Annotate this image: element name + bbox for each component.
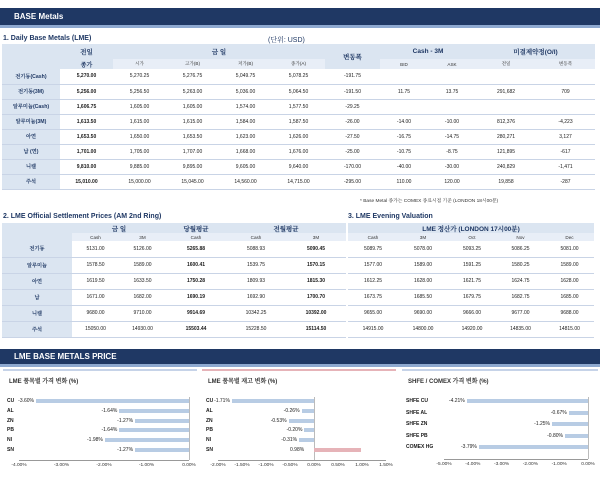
category-label: PB bbox=[206, 427, 213, 434]
cell-oi-change: -1,471 bbox=[536, 159, 595, 174]
evening-subheader-3m: 3M bbox=[398, 233, 448, 241]
chart-bar bbox=[232, 399, 314, 403]
category-label: AL bbox=[206, 407, 213, 414]
daily-subheader-high: 고가(B) bbox=[166, 59, 219, 69]
cell-oi-prev: 240,829 bbox=[476, 159, 536, 174]
cell-ask: -14.75 bbox=[428, 129, 476, 144]
cell-m3: 5078.00 bbox=[398, 241, 448, 257]
table-row bbox=[2, 84, 595, 99]
cell-low: 1,623.00 bbox=[219, 129, 272, 144]
evening-section-title: 3. LME Evening Valuation bbox=[348, 213, 433, 220]
chart-bar bbox=[299, 438, 314, 442]
cell-change: -29.25 bbox=[325, 99, 380, 114]
cell-oi-change bbox=[536, 99, 595, 114]
chart-bar bbox=[479, 445, 588, 449]
axis-line bbox=[19, 460, 189, 461]
cell-change: -191.50 bbox=[325, 84, 380, 99]
cell-change: -27.50 bbox=[325, 129, 380, 144]
cell-oi-change: 3,127 bbox=[536, 129, 595, 144]
table-row bbox=[2, 321, 346, 337]
cell-cash: 1671.00 bbox=[72, 289, 119, 305]
evening-header-title: LME 정산가 (LONDON 17시00분) bbox=[348, 223, 594, 233]
chart-bar bbox=[289, 419, 314, 423]
cell-high: 1,605.00 bbox=[166, 99, 219, 114]
cell-open: 1,615.00 bbox=[113, 114, 166, 129]
cell-oi-prev: 121,895 bbox=[476, 144, 536, 159]
daily-footnote: * Base Metal 종가는 COMEX 종료시점 기준 (LONDON 18시00분) bbox=[360, 199, 499, 204]
cell-pm-3m: 1700.70 bbox=[286, 289, 346, 305]
cell-bid: -14.00 bbox=[380, 114, 428, 129]
cell-cash: 1673.75 bbox=[348, 289, 398, 305]
table-row bbox=[2, 305, 346, 321]
cell-ma-cash: 1690.19 bbox=[166, 289, 226, 305]
daily-header-change: 변동폭 bbox=[325, 44, 380, 69]
daily-metals-table bbox=[2, 44, 595, 190]
cell-pm-cash: 10342.25 bbox=[226, 305, 286, 321]
x-tick-label: 1.00% bbox=[355, 462, 369, 468]
chart-bar bbox=[304, 428, 314, 432]
x-tick-label: -3.00% bbox=[493, 461, 510, 467]
cell-high: 5,276.75 bbox=[166, 69, 219, 84]
data-label: -1.64% bbox=[101, 407, 118, 414]
chart-title: SHFE / COMEX 가격 변화 (%) bbox=[408, 379, 489, 385]
cell-open: 1,605.00 bbox=[113, 99, 166, 114]
cell-open: 9,885.00 bbox=[113, 159, 166, 174]
category-label: SN bbox=[206, 447, 213, 453]
cell-prev-close: 1,606.75 bbox=[60, 99, 113, 114]
cell-bid: -16.75 bbox=[380, 129, 428, 144]
cell-ma-cash: 15503.44 bbox=[166, 321, 226, 337]
chart-bar bbox=[135, 448, 189, 452]
cell-ask: -10.00 bbox=[428, 114, 476, 129]
cell-oi-prev: 291,682 bbox=[476, 84, 536, 99]
data-label: -1.27% bbox=[117, 447, 134, 453]
cell-m3: 1682.00 bbox=[119, 289, 166, 305]
row-label: 알루미늄(Cash) bbox=[2, 99, 60, 114]
data-label: -1.27% bbox=[117, 417, 134, 424]
evening-subheader-nov: Nov bbox=[496, 233, 545, 241]
cell-dec: 1685.00 bbox=[545, 289, 594, 305]
chart-bar bbox=[135, 419, 189, 423]
cell-ask: 120.00 bbox=[428, 174, 476, 189]
cell-open: 15,000.00 bbox=[113, 174, 166, 189]
cell-pm-cash: 1692.90 bbox=[226, 289, 286, 305]
cell-high: 1,707.00 bbox=[166, 144, 219, 159]
daily-header-today: 금 일 bbox=[113, 44, 325, 59]
row-label: 아연 bbox=[2, 273, 72, 289]
cell-open: 1,705.00 bbox=[113, 144, 166, 159]
cell-close: 5,064.50 bbox=[272, 84, 325, 99]
category-label: SHFE AL bbox=[406, 409, 428, 416]
cell-bid: -40.00 bbox=[380, 159, 428, 174]
cell-m3: 1628.00 bbox=[398, 273, 448, 289]
cell-prev-close: 15,010.00 bbox=[60, 174, 113, 189]
x-tick-label: -2.00% bbox=[210, 462, 226, 468]
daily-subheader-bid: BID bbox=[380, 59, 428, 69]
row-label: 아연 bbox=[2, 129, 60, 144]
cell-prev-close: 5,256.00 bbox=[60, 84, 113, 99]
table-row bbox=[348, 321, 594, 337]
x-tick-label: -5.00% bbox=[436, 461, 452, 467]
cell-close: 1,626.00 bbox=[272, 129, 325, 144]
evening-subheader-oct: Oct bbox=[448, 233, 496, 241]
daily-header-prev: 전일 bbox=[60, 44, 113, 59]
data-label: -1.98% bbox=[87, 437, 103, 444]
cell-high: 5,263.00 bbox=[166, 84, 219, 99]
zero-line bbox=[588, 397, 589, 459]
settlement-header-blank bbox=[2, 223, 72, 241]
category-label: NI bbox=[7, 437, 12, 444]
table-row bbox=[2, 241, 346, 257]
cell-m3: 1633.50 bbox=[119, 273, 166, 289]
row-label: 니켈 bbox=[2, 159, 60, 174]
cell-dec: 5081.00 bbox=[545, 241, 594, 257]
lme-inventory-change-chart bbox=[202, 369, 396, 487]
row-label: 니켈 bbox=[2, 305, 72, 321]
cell-oi-change: 709 bbox=[536, 84, 595, 99]
cell-m3: 5126.00 bbox=[119, 241, 166, 257]
cell-cash: 1612.25 bbox=[348, 273, 398, 289]
x-tick-label: -4.00% bbox=[465, 461, 481, 467]
zero-line bbox=[189, 397, 190, 460]
chart-title: LME 품목별 가격 변화 (%) bbox=[9, 379, 79, 385]
shfe-comex-price-change-chart bbox=[402, 369, 598, 487]
lme-price-change-chart bbox=[3, 369, 197, 487]
cell-prev-close: 5,270.00 bbox=[60, 69, 113, 84]
table-row bbox=[348, 289, 594, 305]
cell-low: 5,036.00 bbox=[219, 84, 272, 99]
cell-pm-cash: 1539.75 bbox=[226, 257, 286, 273]
chart-title: LME 품목별 재고 변화 (%) bbox=[208, 379, 278, 385]
daily-header-blank bbox=[2, 44, 60, 69]
category-label: SHFE CU bbox=[406, 398, 428, 404]
settlement-subheader-ma-cash: Cash bbox=[166, 233, 226, 241]
data-label: -0.67% bbox=[550, 409, 567, 416]
cell-cash: 5089.75 bbox=[348, 241, 398, 257]
cell-m3: 1589.00 bbox=[119, 257, 166, 273]
data-label: 0.98% bbox=[290, 447, 305, 453]
cell-nov: 5086.25 bbox=[496, 241, 545, 257]
cell-oct: 9666.00 bbox=[448, 305, 496, 321]
cell-oi-prev bbox=[476, 69, 536, 84]
table-row bbox=[2, 174, 595, 189]
chart-bar bbox=[36, 399, 189, 403]
settlement-subheader-3m: 3M bbox=[119, 233, 166, 241]
cell-nov: 9677.00 bbox=[496, 305, 545, 321]
table-row bbox=[2, 289, 346, 305]
x-tick-label: 0.00% bbox=[307, 462, 321, 468]
cell-oi-prev: 812,376 bbox=[476, 114, 536, 129]
table-row bbox=[2, 273, 346, 289]
cell-bid bbox=[380, 69, 428, 84]
cell-nov: 1682.75 bbox=[496, 289, 545, 305]
cell-oi-change: -4,223 bbox=[536, 114, 595, 129]
cell-oi-change: -287 bbox=[536, 174, 595, 189]
cell-pm-cash: 5088.93 bbox=[226, 241, 286, 257]
chart-bar bbox=[105, 438, 189, 442]
cell-change: -295.00 bbox=[325, 174, 380, 189]
settlement-header-today: 금 일 bbox=[72, 223, 166, 233]
cell-m3: 14800.00 bbox=[398, 321, 448, 337]
cell-change: -170.00 bbox=[325, 159, 380, 174]
daily-subheader-ask: ASK bbox=[428, 59, 476, 69]
cell-pm-3m: 1815.30 bbox=[286, 273, 346, 289]
cell-oi-prev bbox=[476, 99, 536, 114]
cell-high: 1,615.00 bbox=[166, 114, 219, 129]
cell-ma-cash: 5265.88 bbox=[166, 241, 226, 257]
cell-cash: 1578.50 bbox=[72, 257, 119, 273]
row-label: 전기동(3M) bbox=[2, 84, 60, 99]
cell-prev-close: 1,653.50 bbox=[60, 129, 113, 144]
x-tick-label: -2.00% bbox=[96, 462, 112, 468]
data-label: -1.64% bbox=[101, 427, 118, 434]
cell-ask: -30.00 bbox=[428, 159, 476, 174]
data-label: -0.80% bbox=[547, 432, 563, 439]
category-label: SN bbox=[7, 447, 14, 453]
cell-cash: 5131.00 bbox=[72, 241, 119, 257]
chart-bar bbox=[552, 422, 588, 426]
cell-change: -191.75 bbox=[325, 69, 380, 84]
cell-m3: 9690.00 bbox=[398, 305, 448, 321]
data-label: -0.31% bbox=[281, 437, 298, 444]
cell-close: 1,587.50 bbox=[272, 114, 325, 129]
daily-subheader-open: 시가 bbox=[113, 59, 166, 69]
category-label: NI bbox=[206, 437, 211, 444]
cell-bid bbox=[380, 99, 428, 114]
cell-oct: 14920.00 bbox=[448, 321, 496, 337]
cell-close: 1,577.50 bbox=[272, 99, 325, 114]
axis-line bbox=[444, 459, 588, 460]
table-row bbox=[2, 159, 595, 174]
category-label: ZN bbox=[7, 417, 14, 424]
daily-unit-label: (단위: USD) bbox=[268, 37, 305, 44]
evening-table bbox=[348, 223, 594, 338]
x-tick-label: -1.00% bbox=[551, 461, 567, 467]
settlement-subheader-pm-cash: Cash bbox=[226, 233, 286, 241]
table-row bbox=[348, 241, 594, 257]
cell-close: 5,078.25 bbox=[272, 69, 325, 84]
category-label: ZN bbox=[206, 417, 213, 424]
cell-open: 5,256.50 bbox=[113, 84, 166, 99]
x-tick-label: 0.00% bbox=[581, 461, 595, 467]
chart-bar bbox=[467, 399, 588, 403]
cell-oi-change bbox=[536, 69, 595, 84]
cell-pm-cash: 1809.93 bbox=[226, 273, 286, 289]
chart-bar bbox=[314, 448, 361, 452]
cell-cash: 9680.00 bbox=[72, 305, 119, 321]
row-label: 전기동 bbox=[2, 241, 72, 257]
cell-ask: -8.75 bbox=[428, 144, 476, 159]
cell-nov: 1624.75 bbox=[496, 273, 545, 289]
daily-header-cash3m: Cash - 3M bbox=[380, 44, 476, 59]
x-tick-label: -3.00% bbox=[53, 462, 70, 468]
charts-section-title: LME BASE METALS PRICE bbox=[14, 352, 117, 361]
cell-ask: 13.75 bbox=[428, 84, 476, 99]
cell-open: 5,270.25 bbox=[113, 69, 166, 84]
table-row bbox=[2, 129, 595, 144]
page-title: BASE Metals bbox=[14, 12, 64, 21]
data-label: -0.26% bbox=[283, 407, 300, 414]
cell-m3: 14930.00 bbox=[119, 321, 166, 337]
cell-change: -26.00 bbox=[325, 114, 380, 129]
settlement-header-monthly-avg: 당월평균 bbox=[166, 223, 226, 233]
x-tick-label: -1.00% bbox=[258, 462, 274, 468]
cell-high: 9,895.00 bbox=[166, 159, 219, 174]
cell-ask bbox=[428, 99, 476, 114]
table-row bbox=[2, 257, 346, 273]
x-tick-label: 1.50% bbox=[379, 462, 393, 468]
x-tick-label: -2.00% bbox=[522, 461, 538, 467]
x-tick-label: -1.00% bbox=[138, 462, 155, 468]
cell-cash: 9655.00 bbox=[348, 305, 398, 321]
cell-dec: 14815.00 bbox=[545, 321, 594, 337]
cell-low: 1,574.00 bbox=[219, 99, 272, 114]
cell-low: 9,605.00 bbox=[219, 159, 272, 174]
cell-oi-prev: 19,858 bbox=[476, 174, 536, 189]
table-row bbox=[2, 69, 595, 84]
row-label: 납 bbox=[2, 289, 72, 305]
cell-oct: 1621.75 bbox=[448, 273, 496, 289]
row-label: 알루미늄 bbox=[2, 257, 72, 273]
cell-dec: 1589.00 bbox=[545, 257, 594, 273]
data-label: -1.71% bbox=[214, 398, 230, 404]
settlement-subheader-pm-3m: 3M bbox=[286, 233, 346, 241]
cell-pm-3m: 1570.15 bbox=[286, 257, 346, 273]
settlement-header-prev-month-avg: 전월평균 bbox=[226, 223, 346, 233]
daily-header-oi: 미결제약정(O/I) bbox=[476, 44, 595, 59]
daily-subheader-oi-prev: 전일 bbox=[476, 59, 536, 69]
cell-nov: 14835.00 bbox=[496, 321, 545, 337]
cell-prev-close: 1,613.50 bbox=[60, 114, 113, 129]
cell-cash: 1577.00 bbox=[348, 257, 398, 273]
cell-ma-cash: 1600.41 bbox=[166, 257, 226, 273]
cell-m3: 1685.50 bbox=[398, 289, 448, 305]
cell-oct: 1591.25 bbox=[448, 257, 496, 273]
cell-m3: 1589.00 bbox=[398, 257, 448, 273]
cell-pm-3m: 10392.00 bbox=[286, 305, 346, 321]
cell-close: 9,640.00 bbox=[272, 159, 325, 174]
data-label: -3.79% bbox=[461, 444, 477, 450]
chart-bar bbox=[565, 434, 588, 438]
row-label: 전기동(Cash) bbox=[2, 69, 60, 84]
page-header-banner bbox=[0, 8, 600, 28]
row-label: 주석 bbox=[2, 174, 60, 189]
cell-cash: 14915.00 bbox=[348, 321, 398, 337]
cell-oct: 5093.25 bbox=[448, 241, 496, 257]
cell-close: 14,715.00 bbox=[272, 174, 325, 189]
chart-bar bbox=[569, 411, 588, 415]
cell-m3: 9710.00 bbox=[119, 305, 166, 321]
evening-subheader-cash: Cash bbox=[348, 233, 398, 241]
cell-bid: -10.75 bbox=[380, 144, 428, 159]
cell-prev-close: 9,810.00 bbox=[60, 159, 113, 174]
x-tick-label: -1.50% bbox=[234, 462, 250, 468]
x-tick-label: 0.50% bbox=[331, 462, 345, 468]
category-label: PB bbox=[7, 427, 14, 434]
category-label: AL bbox=[7, 407, 14, 414]
cell-cash: 15050.00 bbox=[72, 321, 119, 337]
cell-bid: 110.00 bbox=[380, 174, 428, 189]
charts-section-banner bbox=[0, 349, 600, 367]
chart-bar bbox=[302, 409, 314, 413]
category-label: SHFE ZN bbox=[406, 421, 428, 427]
x-tick-label: -0.50% bbox=[282, 462, 298, 468]
data-label: -0.53% bbox=[270, 417, 287, 424]
cell-dec: 1628.00 bbox=[545, 273, 594, 289]
settlement-section-title: 2. LME Official Settlement Prices (AM 2nd Ring) bbox=[3, 213, 162, 220]
cell-ma-cash: 1750.28 bbox=[166, 273, 226, 289]
settlement-subheader-cash: Cash bbox=[72, 233, 119, 241]
x-tick-label: 0.00% bbox=[182, 462, 196, 468]
cell-low: 1,584.00 bbox=[219, 114, 272, 129]
cell-oi-change: -617 bbox=[536, 144, 595, 159]
cell-oct: 1679.75 bbox=[448, 289, 496, 305]
table-row bbox=[348, 257, 594, 273]
data-label: -0.20% bbox=[286, 427, 303, 434]
table-row bbox=[2, 144, 595, 159]
cell-low: 14,560.00 bbox=[219, 174, 272, 189]
daily-subheader-low: 저가(B) bbox=[219, 59, 272, 69]
data-label: -1.25% bbox=[534, 421, 550, 427]
category-label: CU bbox=[206, 398, 214, 404]
daily-subheader-prev-close: 종가 bbox=[60, 59, 113, 69]
daily-section-title: 1. Daily Base Metals (LME) bbox=[3, 35, 92, 42]
table-row bbox=[348, 273, 594, 289]
cell-pm-cash: 15228.50 bbox=[226, 321, 286, 337]
row-label: 납 (연) bbox=[2, 144, 60, 159]
data-label: -4.21% bbox=[448, 398, 465, 404]
row-label: 알루미늄(3M) bbox=[2, 114, 60, 129]
table-row bbox=[2, 114, 595, 129]
cell-prev-close: 1,701.00 bbox=[60, 144, 113, 159]
category-label: SHFE PB bbox=[406, 432, 428, 439]
table-row bbox=[2, 99, 595, 114]
table-row bbox=[348, 305, 594, 321]
cell-ask bbox=[428, 69, 476, 84]
cell-low: 1,668.00 bbox=[219, 144, 272, 159]
daily-subheader-close: 종가(A) bbox=[272, 59, 325, 69]
daily-subheader-oi-change: 변동폭 bbox=[536, 59, 595, 69]
cell-high: 1,653.50 bbox=[166, 129, 219, 144]
cell-low: 5,049.75 bbox=[219, 69, 272, 84]
cell-oi-prev: 280,271 bbox=[476, 129, 536, 144]
axis-line bbox=[218, 460, 386, 461]
cell-ma-cash: 9914.69 bbox=[166, 305, 226, 321]
cell-bid: 11.75 bbox=[380, 84, 428, 99]
cell-close: 1,676.00 bbox=[272, 144, 325, 159]
category-label: COMEX HG bbox=[406, 444, 434, 450]
evening-subheader-dec: Dec bbox=[545, 233, 594, 241]
x-tick-label: -4.00% bbox=[11, 462, 27, 468]
cell-cash: 1619.50 bbox=[72, 273, 119, 289]
cell-nov: 1580.25 bbox=[496, 257, 545, 273]
cell-pm-3m: 5090.45 bbox=[286, 241, 346, 257]
chart-bar bbox=[119, 428, 189, 432]
settlement-table bbox=[2, 223, 346, 338]
category-label: CU bbox=[7, 398, 15, 404]
data-label: -3.60% bbox=[18, 398, 34, 404]
chart-bar bbox=[119, 409, 189, 413]
row-label: 주석 bbox=[2, 321, 72, 337]
cell-dec: 9688.00 bbox=[545, 305, 594, 321]
cell-change: -25.00 bbox=[325, 144, 380, 159]
cell-pm-3m: 15114.50 bbox=[286, 321, 346, 337]
cell-high: 15,045.00 bbox=[166, 174, 219, 189]
cell-open: 1,650.00 bbox=[113, 129, 166, 144]
